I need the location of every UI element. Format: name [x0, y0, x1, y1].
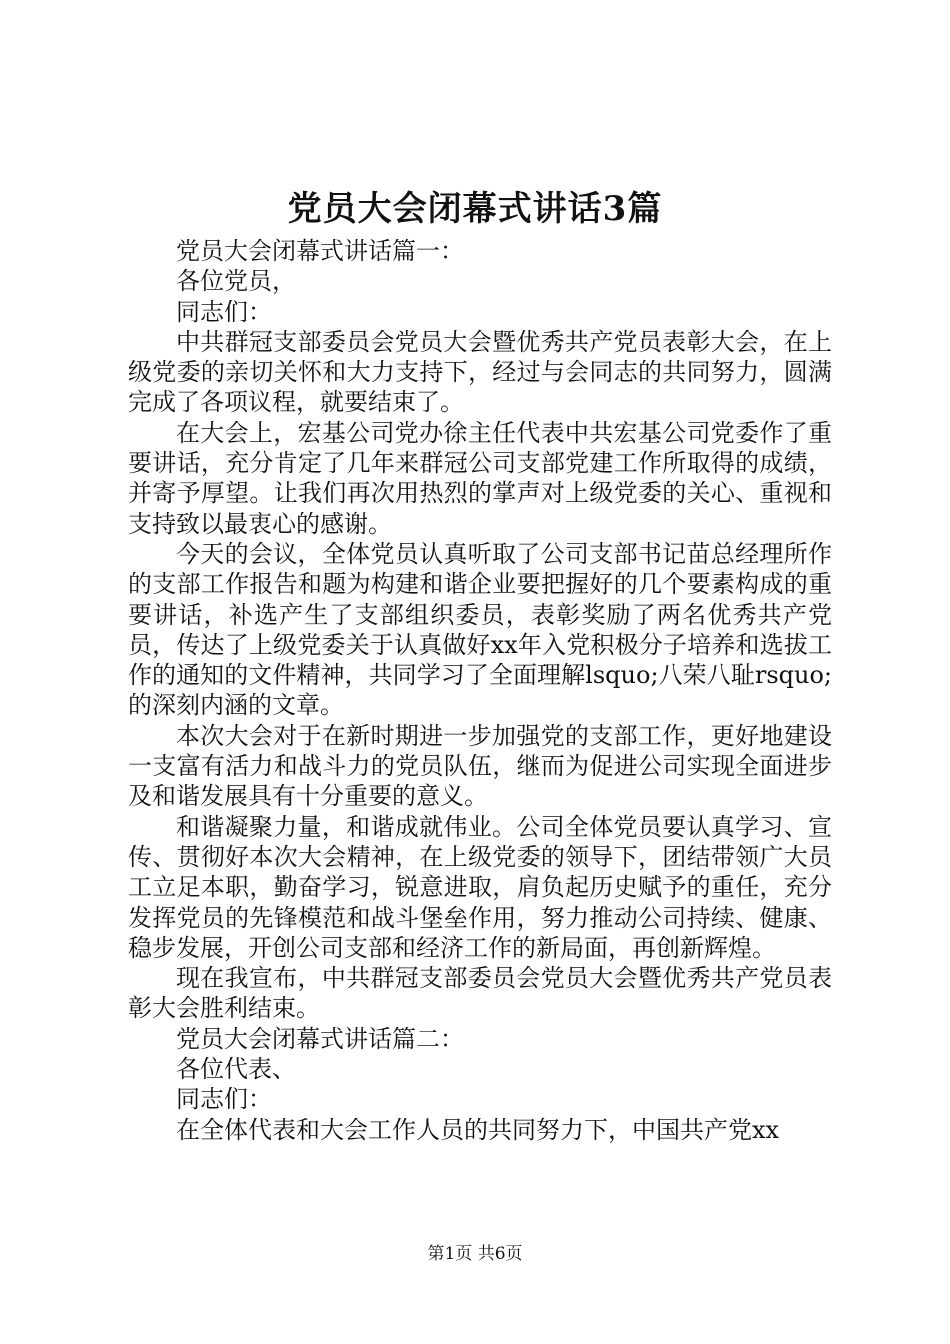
body-paragraph: 和谐凝聚力量，和谐成就伟业。公司全体党员要认真学习、宣传、贯彻好本次大会精神，在上级党委的领导下，团结带领广大员工立足本职，勤奋学习，锐意进取，肩负起历史赋予的重任，充分发挥党员的先锋模范和战斗堡垒作用，努力推动公司持续、健康、稳步发展，开创公司支部和经济工作的新局面，再创新辉煌。	[128, 812, 832, 962]
section-heading-2: 党员大会闭幕式讲话篇二：	[176, 1024, 464, 1053]
body-paragraph: 本次大会对于在新时期进一步加强党的支部工作，更好地建设一支富有活力和战斗力的党员队伍，继而为促进公司实现全面进步及和谐发展具有十分重要的意义。	[128, 721, 832, 811]
page-footer: 第1页 共6页	[427, 1244, 523, 1264]
body-paragraph: 中共群冠支部委员会党员大会暨优秀共产党员表彰大会，在上级党委的亲切关怀和大力支持下，经过与会同志的共同努力，圆满完成了各项议程，就要结束了。	[128, 327, 832, 417]
document-title: 党员大会闭幕式讲话3篇	[287, 189, 663, 229]
salutation-line: 各位代表、	[176, 1055, 296, 1084]
salutation-line: 同志们：	[176, 1085, 272, 1114]
body-paragraph: 现在我宣布，中共群冠支部委员会党员大会暨优秀共产党员表彰大会胜利结束。	[128, 964, 832, 1023]
body-paragraph: 在大会上，宏基公司党办徐主任代表中共宏基公司党委作了重要讲话，充分肯定了几年来群冠公司支部党建工作所取得的成绩，并寄予厚望。让我们再次用热烈的掌声对上级党委的关心、重视和支持致以最衷心的感谢。	[128, 418, 832, 538]
body-paragraph: 今天的会议，全体党员认真听取了公司支部书记苗总经理所作的支部工作报告和题为构建和谐企业要把握好的几个要素构成的重要讲话，补选产生了支部组织委员，表彰奖励了两名优秀共产党员，传达了上级党委关于认真做好xx年入党积极分子培养和选拔工作的通知的文件精神，共同学习了全面理解lsquo;八荣八耻rsquo;的深刻内涵的文章。	[128, 539, 832, 720]
section-heading-1: 党员大会闭幕式讲话篇一：	[176, 237, 464, 265]
body-paragraph: 在全体代表和大会工作人员的共同努力下，中国共产党xx	[176, 1115, 780, 1144]
salutation-line: 各位党员，	[176, 267, 296, 296]
salutation-line: 同志们：	[176, 297, 272, 326]
document-body	[128, 236, 832, 1145]
